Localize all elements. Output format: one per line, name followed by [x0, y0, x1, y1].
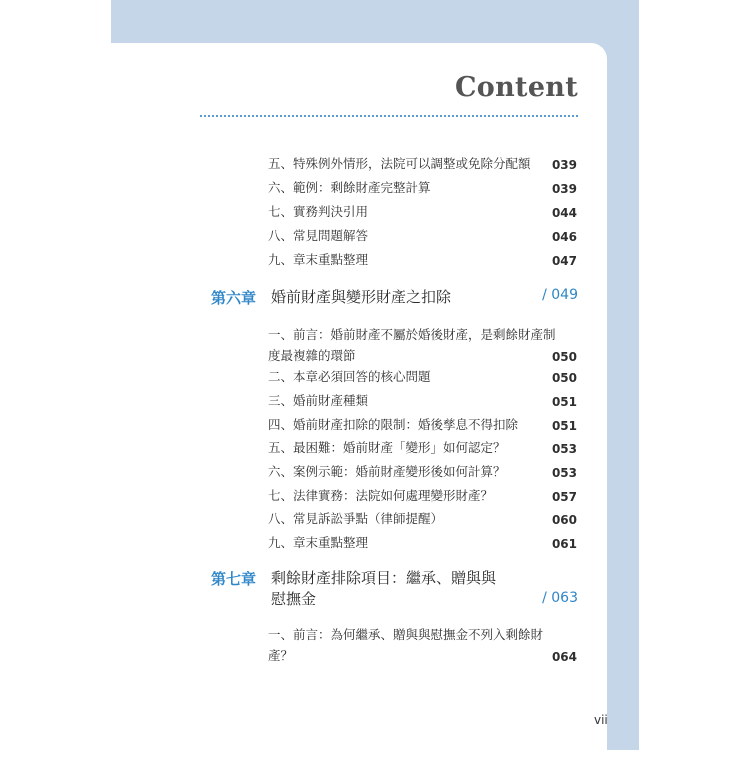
- entry-page: 050: [551, 371, 577, 385]
- entry-title: 八、常見訴訟爭點（律師提醒）: [268, 511, 444, 526]
- entry-page: 039: [551, 158, 577, 172]
- entry-title: 七、法律實務：法院如何處理變形財產？: [268, 488, 494, 503]
- toc-entry[interactable]: [268, 225, 577, 246]
- entry-title: 二、本章必須回答的核心問題: [268, 369, 431, 384]
- entry-page: 057: [551, 490, 577, 504]
- page-title: Content: [455, 72, 578, 103]
- chapter-page: / 063: [542, 590, 578, 606]
- entry-page: 061: [551, 537, 577, 551]
- entry-page: 053: [551, 442, 577, 456]
- chapter-number: 第六章: [211, 289, 257, 307]
- toc-entry[interactable]: [268, 390, 577, 411]
- entry-page: 050: [551, 350, 577, 364]
- entry-page: 047: [551, 254, 577, 268]
- chapter-number: 第七章: [211, 570, 257, 588]
- entry-page: 060: [551, 513, 577, 527]
- page-folio: vii: [594, 713, 608, 727]
- entry-title: 三、婚前財產種類: [268, 393, 369, 408]
- entry-title: 九、章末重點整理: [268, 535, 369, 550]
- toc-entry[interactable]: [268, 485, 577, 506]
- entry-page: 046: [551, 230, 577, 244]
- toc-entry[interactable]: [268, 177, 577, 198]
- toc-entry[interactable]: [268, 532, 577, 553]
- entry-title: 五、特殊例外情形，法院可以調整或免除分配額: [268, 156, 531, 171]
- toc-entry[interactable]: [268, 624, 577, 666]
- entry-page: 053: [551, 466, 577, 480]
- toc-entry[interactable]: [268, 461, 577, 482]
- toc-entry[interactable]: [268, 201, 577, 222]
- chapter-title: 剩餘財產排除項目：繼承、贈與與慰撫金: [271, 569, 497, 608]
- entry-title: 七、實務判決引用: [268, 204, 369, 219]
- entry-page: 051: [551, 395, 577, 409]
- entry-title: 八、常見問題解答: [268, 228, 369, 243]
- toc-entry[interactable]: [268, 437, 577, 458]
- toc-page: [111, 43, 607, 763]
- entry-title: 六、案例示範：婚前財產變形後如何計算？: [268, 464, 506, 479]
- entry-title: 六、範例：剩餘財產完整計算: [268, 180, 431, 195]
- entry-title: 九、章末重點整理: [268, 252, 369, 267]
- chapter-page: / 049: [542, 287, 578, 303]
- toc-entry[interactable]: [268, 366, 577, 387]
- chapter-heading[interactable]: [211, 287, 578, 311]
- toc-entry[interactable]: [268, 153, 577, 174]
- toc-entry[interactable]: [268, 249, 577, 270]
- entry-page: 039: [551, 182, 577, 196]
- entry-page: 064: [551, 650, 577, 664]
- entry-page: 044: [551, 206, 577, 220]
- entry-title: 一、前言：為何繼承、贈與與慰撫金不列入剩餘財產？: [268, 627, 544, 663]
- toc-entries: [111, 43, 607, 763]
- entry-title: 一、前言：婚前財產不屬於婚後財產，是剩餘財產制度最複雜的環節: [268, 327, 556, 363]
- toc-entry[interactable]: [268, 324, 577, 366]
- entry-page: 051: [551, 419, 577, 433]
- chapter-title: 婚前財產與變形財產之扣除: [271, 288, 452, 306]
- toc-entry[interactable]: [268, 414, 577, 435]
- chapter-heading[interactable]: [211, 568, 578, 612]
- entry-title: 五、最困難：婚前財產「變形」如何認定？: [268, 440, 506, 455]
- entry-title: 四、婚前財產扣除的限制：婚後孳息不得扣除: [268, 417, 519, 432]
- toc-entry[interactable]: [268, 508, 577, 529]
